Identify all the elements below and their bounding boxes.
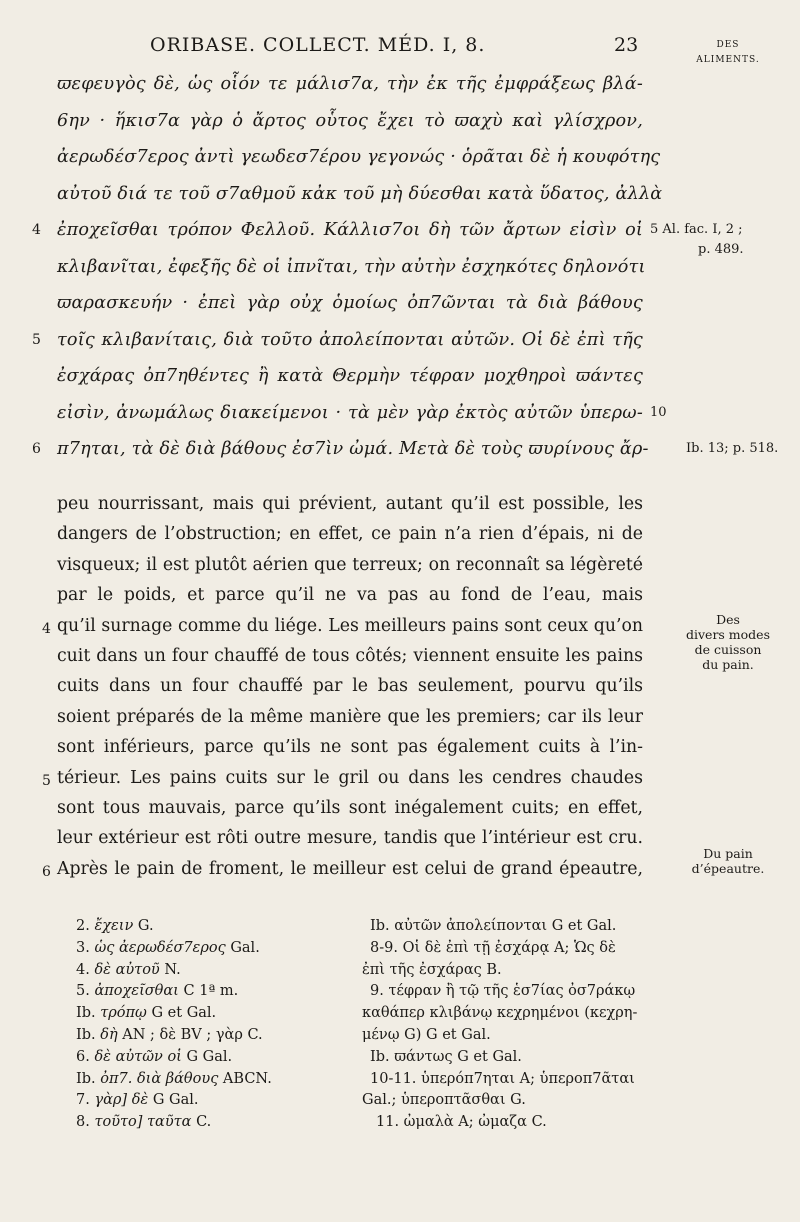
- greek-line: [0, 291, 800, 328]
- margin-reference: 5 Al. fac. I, 2 ;: [650, 222, 743, 237]
- corner-section-label: [686, 38, 770, 68]
- french-text-block: [0, 492, 800, 887]
- greek-line: [0, 364, 800, 401]
- line-number: 5: [32, 331, 41, 348]
- french-line-text: sont tous mauvais, parce qu’ils sont inégalement cuits; en effet,: [57, 797, 643, 818]
- french-line: [0, 735, 800, 765]
- line-number: 4: [32, 222, 41, 238]
- footnote: 7. γὰρ] δὲ G Gal.: [76, 1092, 199, 1109]
- footnote: 4. δὲ αὐτοῦ N.: [76, 961, 181, 978]
- page-number: 23: [614, 34, 639, 56]
- french-line: [0, 796, 800, 826]
- french-line-text: dangers de l’obstruction; en effet, ce pain n’a rien d’épais, ni de: [57, 524, 643, 545]
- greek-line-text: ἐποχεῖσθαι τρόπον Φελλοῦ. Κάλλισ7οι δὴ τῶν ἄρτων εἰσὶν οἱ: [57, 220, 643, 240]
- footnote: 8-9. Οἱ δὲ ἐπὶ τῇ ἐσχάρᾳ A; Ὡς δὲ: [370, 939, 616, 956]
- footnote: 5. ἀποχεῖσθαι C 1ª m.: [76, 983, 239, 1000]
- footnote: 6. δὲ αὐτῶν οἱ G Gal.: [76, 1048, 233, 1065]
- greek-line-text: κλιβανῖται, ἐφεξῆς δὲ οἱ ἰπνῖται, τὴν αὐτὴν ἐσχηκότες δηλονότι: [57, 256, 646, 277]
- footnote: 8. τοῦτο] ταῦτα C.: [76, 1114, 212, 1131]
- greek-line: [0, 109, 800, 146]
- margin-reference-page: p. 489.: [698, 242, 744, 257]
- corner-label-line: DES: [716, 40, 740, 50]
- french-line-text: cuits dans un four chauffé par le bas seulement, pourvu qu’ils: [57, 676, 643, 697]
- greek-line-text: ϖεφευγὸς δὲ, ὡς οἷόν τε μάλισ7α, τὴν ἐκ τῆς ἐμφράξεως βλά-: [57, 74, 643, 94]
- french-line-text: qu’il surnage comme du liége. Les meilleurs pains sont ceux qu’on: [57, 615, 643, 636]
- corner-label-line: ALIMENTS.: [696, 55, 760, 65]
- greek-line-text: αὐτοῦ διά τε τοῦ σ7αθμοῦ κἀκ τοῦ μὴ δύεσθαι κατὰ ὕδατος, ἀλλὰ: [57, 183, 663, 204]
- line-number: 4: [42, 620, 51, 637]
- french-line-text: visqueux; il est plutôt aérien que terreux; on reconnaît sa légèreté: [57, 554, 643, 575]
- footnote: Ib. τρόπῳ G et Gal.: [76, 1005, 217, 1022]
- french-line-text: soient préparés de la même manière que les premiers; car ils leur: [57, 706, 643, 727]
- french-line: [0, 583, 800, 613]
- running-title: ORIBASE. COLLECT. MÉD. I, 8.: [150, 34, 486, 56]
- footnote: μένῳ G) G et Gal.: [362, 1026, 491, 1043]
- greek-line: [0, 437, 800, 474]
- french-line-text: Après le pain de froment, le meilleur est celui de grand épeautre,: [57, 858, 643, 879]
- page-header: [0, 34, 800, 65]
- side-note-epeautre: Du pain d’épeautre.: [691, 846, 765, 876]
- greek-line: [0, 145, 800, 182]
- french-line: [0, 705, 800, 735]
- greek-line-text: τοῖς κλιβανίταις, διὰ τοῦτο ἀπολείπονται αὐτῶν. Οἱ δὲ ἐπὶ τῆς: [57, 329, 643, 350]
- greek-line: [0, 72, 800, 109]
- footnote: 9. τέφραν ἢ τῷ τῆς ἑσ7ίας ὀσ7ράκῳ: [370, 983, 636, 1000]
- footnotes-left-column: [76, 918, 272, 1136]
- greek-line-text: 6ην · ἥκισ7α γὰρ ὁ ἄρτος οὗτος ἔχει τὸ ϖαχὺ καὶ γλίσχρον,: [57, 110, 643, 131]
- french-line: [0, 674, 800, 704]
- greek-line: [0, 255, 800, 292]
- line-number: 6: [42, 863, 51, 880]
- footnote: Ib. ϖάντως G et Gal.: [370, 1048, 522, 1065]
- footnote: 2. ἔχειν G.: [76, 918, 154, 934]
- footnotes-right-column: [362, 918, 637, 1136]
- greek-line: [0, 401, 800, 438]
- greek-line-text: π7ηται, τὰ δὲ διὰ βάθους ἐσ7ὶν ὠμά. Μετὰ δὲ τοὺς ϖυρίνους ἄρ-: [57, 439, 649, 459]
- footnote: Gal.; ὑπεροπτᾶσθαι G.: [362, 1092, 526, 1109]
- footnote: Ib. δὴ AN ; δὲ BV ; γὰρ C.: [76, 1026, 263, 1043]
- french-line-text: cuit dans un four chauffé de tous côtés; viennent ensuite les pains: [57, 645, 643, 666]
- line-number: 6: [32, 441, 41, 457]
- footnote: 11. ὠμαλὰ A; ὠμαζα C.: [376, 1114, 547, 1131]
- footnote: Ib. αὐτῶν ἀπολείπονται G et Gal.: [370, 918, 617, 934]
- french-line-text: peu nourrissant, mais qui prévient, autant qu’il est possible, les: [57, 494, 643, 514]
- line-number: 5: [42, 772, 51, 789]
- greek-line: [0, 182, 800, 219]
- greek-line: [0, 328, 800, 365]
- greek-line-text: ϖαρασκευήν · ἐπεὶ γὰρ οὐχ ὁμοίως ὀπ7ῶνται τὰ διὰ βάθους: [57, 293, 643, 313]
- greek-line-text: εἰσὶν, ἀνωμάλως διακείμενοι · τὰ μὲν γὰρ ἐκτὸς αὐτῶν ὑπερω-: [57, 402, 643, 423]
- footnote: 3. ὡς ἀερωδέσ7ερος Gal.: [76, 939, 260, 956]
- footnote: 10-11. ὑπερόπ7ηται A; ὑπεροπ7ᾶται: [370, 1070, 635, 1087]
- margin-line-number: 10: [650, 404, 667, 420]
- french-line-text: térieur. Les pains cuits sur le gril ou dans les cendres chaudes: [57, 767, 643, 788]
- greek-line-text: ἐσχάρας ὀπ7ηθέντες ἢ κατὰ Θερμὴν τέφραν μοχθηροὶ ϖάντες: [57, 366, 643, 386]
- french-line-text: leur extérieur est rôti outre mesure, tandis que l’intérieur est cru.: [57, 828, 643, 849]
- greek-line-text: ἀερωδέσ7ερος ἀντὶ γεωδεσ7έρου γεγονώς · ὁρᾶται δὲ ἡ κουφότης: [57, 147, 661, 167]
- french-line: [0, 766, 800, 796]
- french-line: [0, 522, 800, 552]
- footnote: ἐπὶ τῆς ἐσχάρας B.: [362, 961, 502, 978]
- margin-reference: Ib. 13; p. 518.: [686, 441, 779, 456]
- french-line: [0, 553, 800, 583]
- greek-text-block: [0, 72, 800, 474]
- greek-line: [0, 218, 800, 255]
- footnote: Ib. ὀπ7. διὰ βάθους ABCN.: [76, 1070, 272, 1087]
- french-line-text: sont inférieurs, parce qu’ils ne sont pas également cuits à l’in-: [57, 737, 643, 758]
- french-line-text: par le poids, et parce qu’il ne va pas au fond de l’eau, mais: [57, 585, 643, 606]
- french-line: [0, 492, 800, 522]
- side-note-cuisson: Des divers modes de cuisson du pain.: [685, 612, 770, 672]
- footnote: καθάπερ κλιβάνῳ κεχρημένοι (κεχρη-: [362, 1005, 638, 1022]
